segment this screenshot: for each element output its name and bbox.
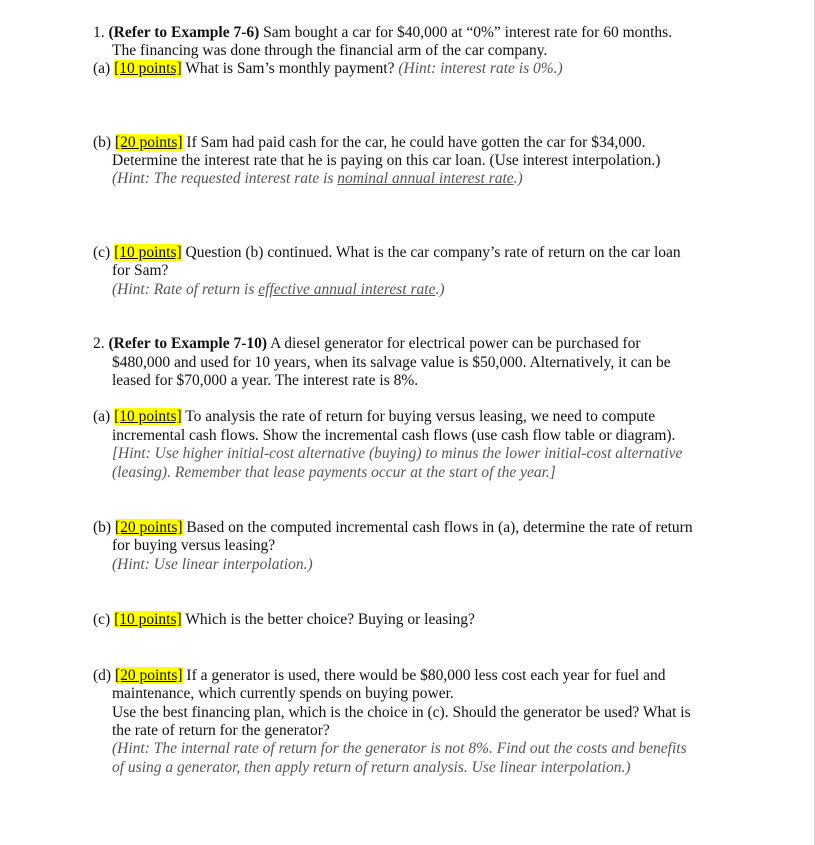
q2-intro-text-1: A diesel generator for electrical power can be purchased for (267, 335, 641, 352)
q2-number: 2. (93, 335, 105, 352)
q2b-points-badge: [20 points] (114, 519, 183, 536)
q1-intro-text-1: Sam bought a car for $40,000 at “0%” interest rate for 60 months. (259, 24, 673, 41)
q2d-hint-line-1: (Hint: The internal rate of return for the generator is not 8%. Find out the costs and benefits (112, 740, 687, 757)
q1a-text: What is Sam’s monthly payment? (181, 60, 399, 77)
q2a-hint-line-2: (leasing). Remember that lease payments occur at the start of the year.] (112, 464, 556, 481)
q2d-hint-line-2: of using a generator, then apply return of return analysis. Use linear interpolation.) (112, 759, 631, 776)
q1-intro-line-2: The financing was done through the financial arm of the car company. (112, 42, 548, 59)
q1c-hint-pre: (Hint: Rate of return is (112, 281, 259, 298)
q1c-hint-underlined: effective annual interest rate (258, 281, 436, 298)
q1c-hint-post: .) (435, 281, 445, 298)
q2-reference: (Refer to Example 7-10) (108, 335, 268, 352)
q2d-line-2: maintenance, which currently spends on buying power. (112, 685, 454, 702)
q2b-text-1: Based on the computed incremental cash flows in (a), determine the rate of return (182, 519, 693, 536)
q1b-label: (b) (93, 134, 112, 151)
q1c-line-1 (93, 244, 681, 262)
q1a-points-badge: [10 points] (114, 60, 182, 77)
q2c-line (93, 611, 475, 629)
q2d-line-4: the rate of return for the generator? (112, 722, 330, 739)
q2d-points-badge: [20 points] (114, 667, 183, 684)
q1-intro-line-1 (93, 24, 672, 42)
q2d-label: (d) (93, 667, 112, 684)
q1-number: 1. (93, 24, 105, 41)
q2c-text: Which is the better choice? Buying or leasing? (181, 611, 475, 628)
q1b-text-1: If Sam had paid cash for the car, he could have gotten the car for $34,000. (182, 134, 646, 151)
q1c-label: (c) (93, 244, 111, 261)
q2d-line-3: Use the best financing plan, which is the choice in (c). Should the generator be used? What is (112, 704, 691, 721)
q1b-hint-post: .) (513, 170, 523, 187)
q1-reference: (Refer to Example 7-6) (108, 24, 260, 41)
q2d-text-1: If a generator is used, there would be $80,000 less cost each year for fuel and (182, 667, 666, 684)
q2-intro-line-2: $480,000 and used for 10 years, when its salvage value is $50,000. Alternatively, it can be (112, 354, 671, 371)
q1a-hint: (Hint: interest rate is 0%.) (398, 60, 563, 77)
q1b-points-badge: [20 points] (114, 134, 183, 151)
q2a-points-badge: [10 points] (114, 408, 182, 425)
q2-intro-line-1 (93, 335, 641, 353)
q2a-line-2: incremental cash flows. Show the incremental cash flows (use cash flow table or diagram). (112, 427, 676, 444)
q2b-hint: (Hint: Use linear interpolation.) (112, 556, 313, 573)
q1b-line-1 (93, 134, 645, 152)
q1c-points-badge: [10 points] (114, 244, 182, 261)
q1b-line-2: Determine the interest rate that he is paying on this car loan. (Use interest interpolation.) (112, 152, 661, 169)
q1b-hint-underlined: nominal annual interest rate (337, 170, 514, 187)
q1a-label: (a) (93, 60, 111, 77)
q1c-line-2: for Sam? (112, 262, 169, 279)
q2a-text-1: To analysis the rate of return for buying versus leasing, we need to compute (181, 408, 656, 425)
q2a-hint-line-1: [Hint: Use higher initial-cost alternative (buying) to minus the lower initial-cost alternative (112, 445, 683, 462)
q2b-line-2: for buying versus leasing? (112, 537, 276, 554)
q1b-hint (112, 170, 523, 188)
q1c-hint (112, 281, 444, 299)
q2a-line-1 (93, 408, 655, 426)
q2d-line-1 (93, 667, 665, 685)
q2c-label: (c) (93, 611, 111, 628)
q2a-label: (a) (93, 408, 111, 425)
q1b-hint-pre: (Hint: The requested interest rate is (112, 170, 338, 187)
q1c-text-1: Question (b) continued. What is the car company’s rate of return on the car loan (181, 244, 681, 261)
q2b-line-1 (93, 519, 693, 537)
q2b-label: (b) (93, 519, 112, 536)
q2-intro-line-3: leased for $70,000 a year. The interest rate is 8%. (112, 372, 419, 389)
q1a-line (93, 60, 563, 78)
q2c-points-badge: [10 points] (114, 611, 182, 628)
